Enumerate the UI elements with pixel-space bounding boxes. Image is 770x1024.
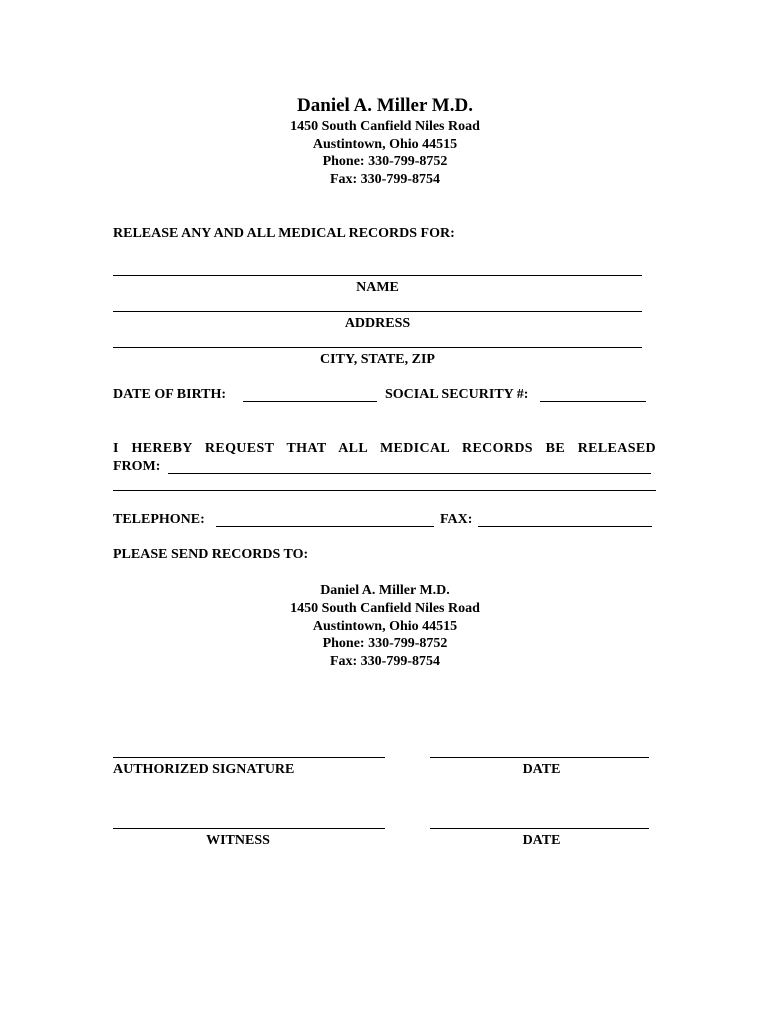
header-street: 1450 South Canfield Niles Road xyxy=(290,119,480,134)
telephone-field[interactable] xyxy=(216,526,434,527)
name-caption: NAME xyxy=(356,280,399,295)
witness-caption: WITNESS xyxy=(206,833,270,848)
header-fax: Fax: 330-799-8754 xyxy=(329,172,441,187)
header-phone: Phone: 330-799-8752 xyxy=(322,154,448,169)
doctor-name-title: Daniel A. Miller M.D. xyxy=(297,95,473,116)
city-state-zip-caption: CITY, STATE, ZIP xyxy=(320,352,435,367)
patient-address-field[interactable] xyxy=(113,311,642,312)
send-to-city: Austintown, Ohio 44515 xyxy=(312,619,458,634)
fax-label: FAX: xyxy=(440,512,473,527)
release-from-field-line2[interactable] xyxy=(113,490,656,491)
request-statement: I HEREBY REQUEST THAT ALL MEDICAL RECORDS BE RELEASED xyxy=(113,441,656,456)
dob-label: DATE OF BIRTH: xyxy=(113,387,227,402)
ssn-field[interactable] xyxy=(540,401,646,402)
send-to-fax: Fax: 330-799-8754 xyxy=(329,654,441,669)
authorized-signature-caption: AUTHORIZED SIGNATURE xyxy=(113,762,295,777)
release-heading: RELEASE ANY AND ALL MEDICAL RECORDS FOR: xyxy=(113,226,455,241)
patient-city-state-zip-field[interactable] xyxy=(113,347,642,348)
authorized-signature-field[interactable] xyxy=(113,757,385,758)
send-to-name: Daniel A. Miller M.D. xyxy=(320,583,450,598)
witness-signature-field[interactable] xyxy=(113,828,385,829)
signature-date-caption: DATE xyxy=(522,762,561,777)
request-from-label: FROM: xyxy=(113,459,161,474)
dob-field[interactable] xyxy=(243,401,377,402)
release-from-field[interactable] xyxy=(168,473,651,474)
send-to-phone: Phone: 330-799-8752 xyxy=(322,636,448,651)
header-city: Austintown, Ohio 44515 xyxy=(312,137,458,152)
fax-field[interactable] xyxy=(478,526,652,527)
send-to-street: 1450 South Canfield Niles Road xyxy=(290,601,480,616)
send-to-heading: PLEASE SEND RECORDS TO: xyxy=(113,547,309,562)
address-caption: ADDRESS xyxy=(344,316,411,331)
witness-date-caption: DATE xyxy=(522,833,561,848)
witness-date-field[interactable] xyxy=(430,828,649,829)
signature-date-field[interactable] xyxy=(430,757,649,758)
telephone-label: TELEPHONE: xyxy=(113,512,205,527)
patient-name-field[interactable] xyxy=(113,275,642,276)
ssn-label: SOCIAL SECURITY #: xyxy=(385,387,529,402)
